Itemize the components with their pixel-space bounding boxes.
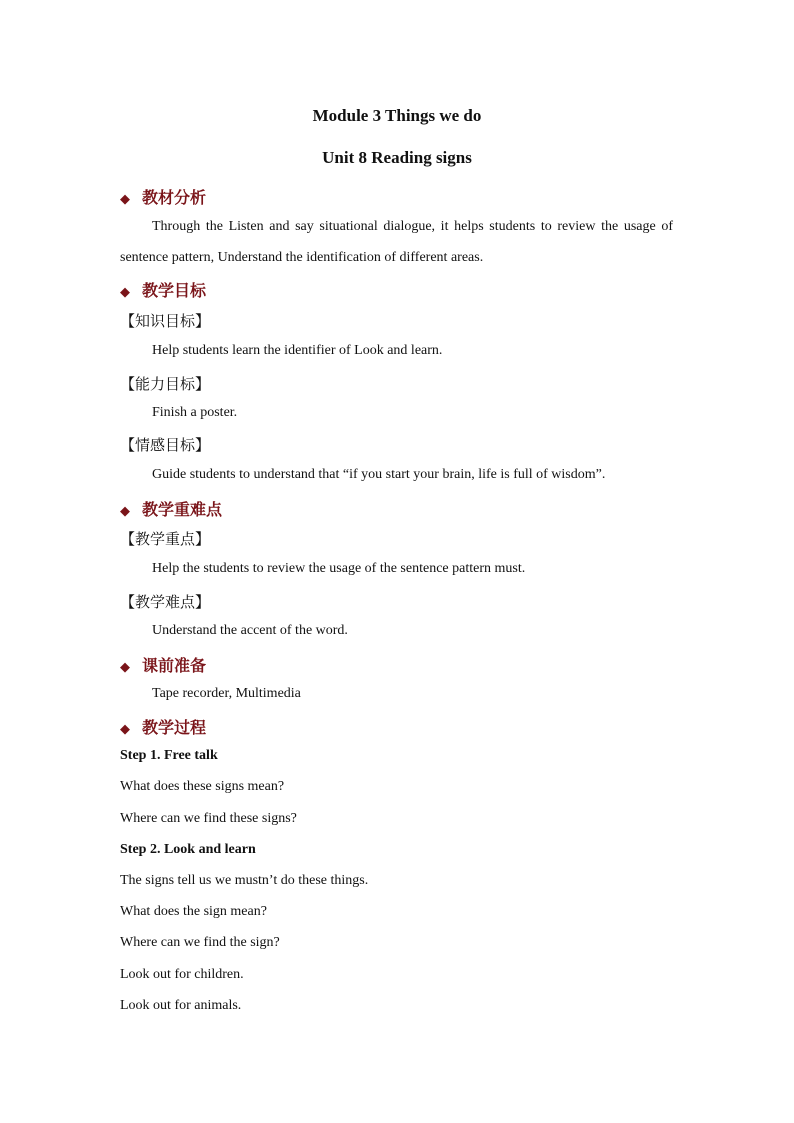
heading-text: 教材分析 xyxy=(142,188,207,207)
ability-objective-text: Finish a poster. xyxy=(152,405,238,420)
difficulty-label: 【教学难点】 xyxy=(120,593,211,611)
difficulty-text: Understand the accent of the word. xyxy=(152,623,348,638)
preparation-text: Tape recorder, Multimedia xyxy=(152,686,301,701)
focus-label: 【教学重点】 xyxy=(120,530,211,548)
section-heading-keypoints xyxy=(120,497,222,520)
step1-title: Step 1. Free talk xyxy=(120,748,218,763)
heading-text: 课前准备 xyxy=(142,656,207,675)
diamond-bullet-icon: ◆ xyxy=(120,192,130,207)
knowledge-objective-label: 【知识目标】 xyxy=(120,312,211,330)
step2-line: What does the sign mean? xyxy=(120,904,267,919)
heading-text: 教学过程 xyxy=(142,718,207,737)
step2-line: The signs tell us we mustn’t do these things. xyxy=(120,873,369,888)
diamond-bullet-icon: ◆ xyxy=(120,285,130,300)
ability-objective-label: 【能力目标】 xyxy=(120,375,211,393)
step2-title: Step 2. Look and learn xyxy=(120,842,256,857)
emotion-objective-text: Guide students to understand that “if you start your brain, life is full of wisdom”. xyxy=(152,467,606,482)
diamond-bullet-icon: ◆ xyxy=(120,660,130,675)
heading-text: 教学目标 xyxy=(142,281,207,300)
diamond-bullet-icon: ◆ xyxy=(120,504,130,519)
analysis-paragraph: Through the Listen and say situational dialogue, it helps students to review the usage of sentence pattern, Understand the identification of different areas. xyxy=(120,219,673,265)
knowledge-objective-text: Help students learn the identifier of Look and learn. xyxy=(152,343,443,358)
emotion-objective-label: 【情感目标】 xyxy=(120,436,211,454)
step1-line: What does these signs mean? xyxy=(120,779,285,794)
step2-line: Look out for animals. xyxy=(120,998,242,1013)
step2-line: Where can we find the sign? xyxy=(120,935,280,950)
section-heading-analysis xyxy=(120,185,206,208)
step2-line: Look out for children. xyxy=(120,967,244,982)
step1-line: Where can we find these signs? xyxy=(120,811,297,826)
section-heading-preparation xyxy=(120,653,206,676)
diamond-bullet-icon: ◆ xyxy=(120,722,130,737)
document-subtitle: Unit 8 Reading signs xyxy=(322,148,472,167)
focus-text: Help the students to review the usage of the sentence pattern must. xyxy=(152,561,526,576)
section-heading-process xyxy=(120,715,206,738)
document-title: Module 3 Things we do xyxy=(312,106,482,125)
section-heading-objectives xyxy=(120,278,206,301)
heading-text: 教学重难点 xyxy=(142,500,223,519)
